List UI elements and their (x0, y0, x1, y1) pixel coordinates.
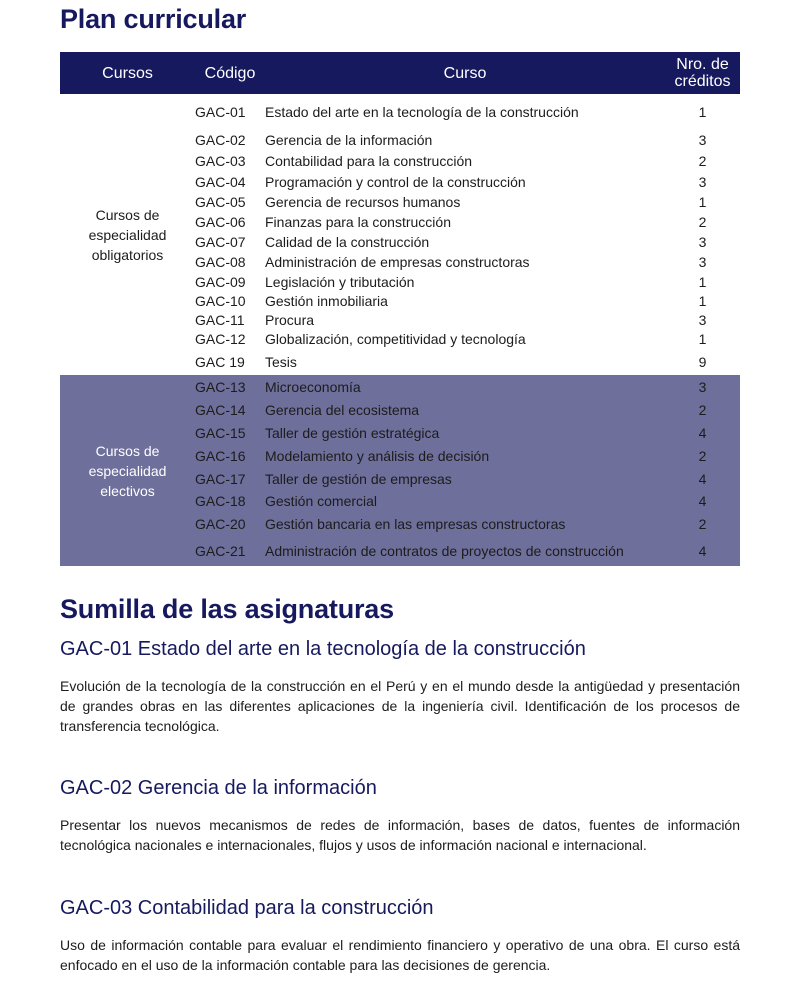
course-credits: 1 (698, 103, 707, 120)
course-credits: 3 (698, 131, 707, 148)
group-label-line: Cursos de (95, 442, 160, 459)
course-credits: 4 (665, 535, 740, 566)
group-label-line: especialidad (88, 226, 167, 243)
course-credits: 1 (698, 331, 707, 347)
course-credits: 2 (665, 398, 740, 421)
course-code: GAC-06 (195, 213, 246, 230)
course-name: Gerencia de la información (265, 131, 433, 148)
course-code: GAC 19 (195, 354, 245, 370)
course-heading-gac02: GAC-02 Gerencia de la información (60, 777, 377, 799)
course-credits: 1 (698, 292, 707, 309)
course-code: GAC-17 (195, 467, 265, 490)
course-credits: 3 (698, 233, 707, 250)
course-credits: 3 (698, 253, 707, 270)
course-credits: 9 (698, 354, 707, 370)
course-name: Contabilidad para la construcción (265, 152, 473, 169)
course-code: GAC-12 (195, 331, 246, 347)
header-cursos: Cursos (60, 52, 195, 94)
course-code: GAC-09 (195, 273, 246, 290)
course-name: Administración de contratos de proyectos de construcción (265, 535, 665, 566)
group-label-line: electivos (100, 482, 155, 499)
course-code: GAC-02 (195, 131, 246, 148)
course-credits: 4 (665, 421, 740, 444)
course-credits: 4 (665, 490, 740, 512)
course-credits: 2 (665, 444, 740, 467)
course-name: Tesis (265, 354, 297, 370)
course-code: GAC-03 (195, 152, 246, 169)
course-code: GAC-20 (195, 512, 265, 535)
course-name: Procura (265, 311, 315, 328)
course-heading-gac03: GAC-03 Contabilidad para la construcción (60, 897, 434, 919)
course-name: Legislación y tributación (265, 273, 415, 290)
course-name: Taller de gestión estratégica (265, 421, 665, 444)
group-label-line: obligatorios (91, 246, 164, 263)
course-code: GAC-07 (195, 233, 246, 250)
course-name: Gerencia del ecosistema (265, 398, 665, 421)
header-curso: Curso (265, 52, 665, 94)
group-label-electivos (60, 375, 195, 566)
course-code: GAC-14 (195, 398, 265, 421)
course-credits: 3 (665, 375, 740, 398)
course-code: GAC-16 (195, 444, 265, 467)
sumilla-title: Sumilla de las asignaturas (60, 594, 394, 624)
course-credits: 3 (698, 311, 707, 328)
course-credits: 1 (698, 193, 707, 210)
course-name: Calidad de la construcción (265, 233, 430, 250)
group-label-obligatorios (60, 94, 195, 375)
course-code: GAC-05 (195, 193, 246, 210)
course-name: Estado del arte en la tecnología de la construcción (265, 103, 579, 120)
header-creditos-line1: Nro. de (676, 56, 729, 73)
header-creditos-line2: créditos (674, 73, 731, 90)
course-name: Modelamiento y análisis de decisión (265, 444, 665, 467)
curriculum-table (60, 52, 740, 566)
course-name: Gestión bancaria en las empresas constructoras (265, 512, 665, 535)
table-header-row (60, 52, 740, 94)
course-code: GAC-04 (195, 173, 246, 190)
course-description-gac01: Evolución de la tecnología de la construcción en el Perú y en el mundo desde la antigüedad y presentación de grandes obras en las diferentes aplicaciones de la ingeniería civil. Identificación de los procesos de transferencia tecnológica. (60, 678, 740, 734)
course-name: Microeconomía (265, 375, 665, 398)
course-credits: 2 (698, 152, 707, 169)
course-credits: 2 (698, 213, 707, 230)
course-credits: 2 (665, 512, 740, 535)
course-name: Finanzas para la construcción (265, 213, 451, 230)
header-creditos (665, 52, 740, 94)
table-row (60, 375, 740, 398)
plan-title: Plan curricular (60, 4, 247, 34)
course-code: GAC-08 (195, 253, 246, 270)
course-description-gac02: Presentar los nuevos mecanismos de redes de información, bases de datos, fuentes de información tecnológica nacionales e internacionales, flujos y usos de información nacional e internacional. (60, 817, 740, 853)
table-body (60, 94, 740, 566)
course-name: Globalización, competitividad y tecnología (265, 331, 526, 347)
course-code: GAC-10 (195, 292, 246, 309)
course-description-gac03: Uso de información contable para evaluar el rendimiento financiero y operativo de una obra. El curso está enfocado en el uso de la información contable para las decisiones de gerencia. (60, 937, 740, 973)
course-name: Programación y control de la construcción (265, 173, 526, 190)
course-code: GAC-11 (195, 311, 245, 328)
course-code: GAC-21 (195, 535, 265, 566)
course-code: GAC-01 (195, 103, 246, 120)
course-credits: 1 (698, 273, 707, 290)
course-heading-gac01: GAC-01 Estado del arte en la tecnología de la construcción (60, 638, 586, 660)
course-name: Gerencia de recursos humanos (265, 193, 461, 210)
course-name: Gestión inmobiliaria (265, 292, 388, 309)
course-code: GAC-13 (195, 375, 265, 398)
header-codigo: Código (195, 52, 265, 94)
course-code: GAC-18 (195, 490, 265, 512)
group-label-line: Cursos de (95, 206, 160, 223)
table-row (60, 94, 740, 129)
course-name: Gestión comercial (265, 490, 665, 512)
course-name: Taller de gestión de empresas (265, 467, 665, 490)
course-credits: 4 (665, 467, 740, 490)
group-label-line: especialidad (88, 462, 167, 479)
course-name: Administración de empresas constructoras (265, 253, 530, 270)
course-code: GAC-15 (195, 421, 265, 444)
course-credits: 3 (698, 173, 707, 190)
